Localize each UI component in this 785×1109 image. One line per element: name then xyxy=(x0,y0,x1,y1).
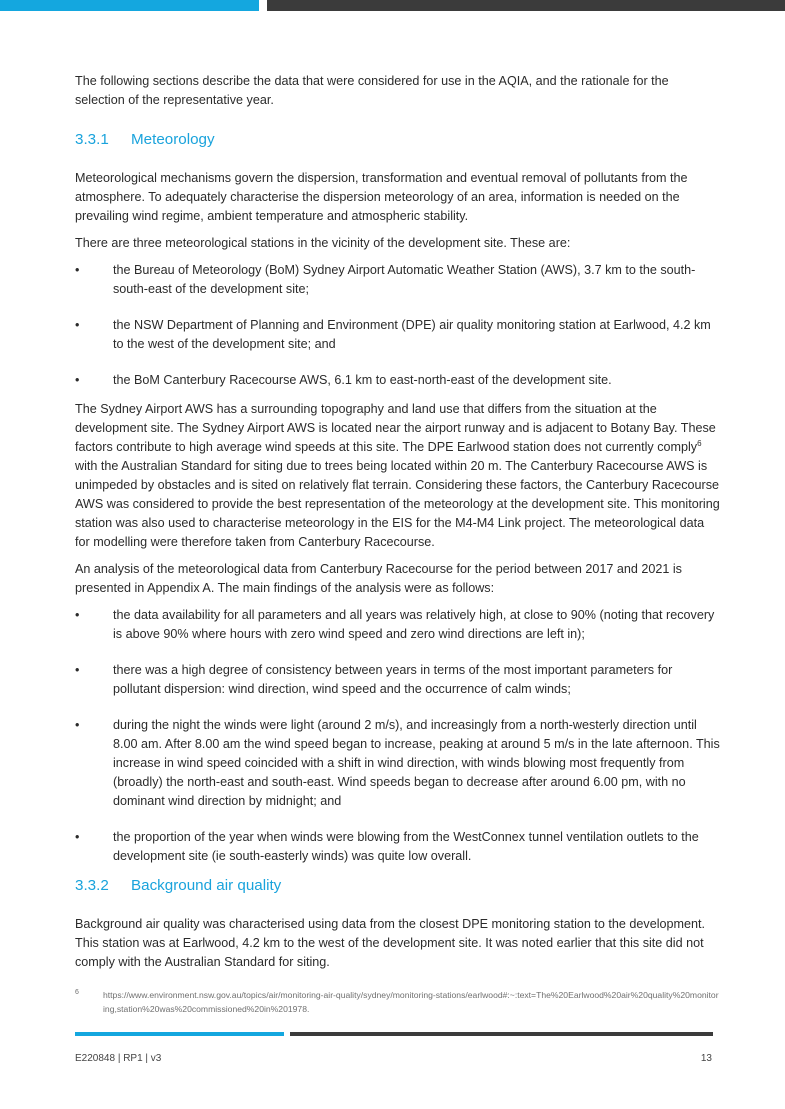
intro-paragraph: The following sections describe the data that were considered for use in the AQIA, and the rationale for the selection of the representative year. xyxy=(75,74,669,107)
bullet-icon: • xyxy=(75,263,80,277)
footnote-reference[interactable]: 6 xyxy=(697,438,702,448)
meteorology-paragraph-4: An analysis of the meteorological data from Canterbury Racecourse for the period between 2017 and 2021 is presented in Appendix A. The main findings of the analysis were as follows: xyxy=(75,562,682,595)
background-air-quality-paragraph: Background air quality was characterised using data from the closest DPE monitoring station to the development. This station was at Earlwood, 4.2 km to the west of the development site. It was noted earlier that this site did not comply with the Australian Standard for siting. xyxy=(75,917,706,969)
bullet-icon: • xyxy=(75,718,80,732)
meteorology-paragraph-3: The Sydney Airport AWS has a surrounding topography and land use that differs from the situation at the development site. The Sydney Airport AWS is located near the airport runway and is adjacent to Botany Bay. These factors contribute to high average wind speeds at this site. The DPE Earlwood station does not currently comply$^6$ with the Australian Standard for siting due to trees being located within 20 m. The Canterbury Racecourse AWS is unimpeded by obstacles and is sited on relatively flat terrain. Considering these factors, the Canterbury Racecourse AWS was considered to provide the best representation of the meteorology at the development site. This monitoring station was also used to characterise meteorology in the EIS for the M4-M4 Link project. The meteorological data for modelling were therefore taken from Canterbury Racecourse. xyxy=(75,402,720,549)
footer-accent-bar xyxy=(75,1032,284,1036)
footer-dark-bar xyxy=(290,1032,713,1036)
stations-list xyxy=(75,261,720,390)
section-title: Meteorology xyxy=(131,131,215,148)
section-number: 3.3.2 xyxy=(75,877,109,894)
section-title: Background air quality xyxy=(131,877,282,894)
page-footer xyxy=(75,1052,712,1066)
section-heading-meteorology xyxy=(75,130,720,150)
page-body xyxy=(75,72,720,972)
bullet-icon: • xyxy=(75,318,80,332)
meteorology-paragraph-2: There are three meteorological stations in the vicinity of the development site. These are: xyxy=(75,236,571,250)
meteorology-paragraph-1: Meteorological mechanisms govern the dispersion, transformation and eventual removal of pollutants from the atmosphere. To adequately characterise the dispersion meteorology of an area, information is needed on the prevailing wind regime, ambient temperature and atmospheric stability. xyxy=(75,171,688,223)
header-accent-bar xyxy=(0,0,259,11)
document-reference: E220848 | RP1 | v3 xyxy=(75,1053,162,1064)
list-item: • the NSW Department of Planning and Environment (DPE) air quality monitoring station at Earlwood, 4.2 km to the west of the development site; and xyxy=(75,316,720,354)
list-item: • the Bureau of Meteorology (BoM) Sydney Airport Automatic Weather Station (AWS), 3.7 km to the south-south-east of the development site; xyxy=(75,261,720,299)
page-number: 13 xyxy=(700,1053,712,1064)
bullet-icon: • xyxy=(75,663,80,677)
bullet-icon: • xyxy=(75,830,80,844)
bullet-icon: • xyxy=(75,608,80,622)
footnote-link[interactable]: https://www.environment.nsw.gov.au/topics/air/monitoring-air-quality/sydney/monitoring-stations/earlwood#:~:text=The%20Earlwood%20air%20quality%20monitoring,station%20was%20commissioned%20in%201978. xyxy=(103,990,719,1014)
list-item: • the proportion of the year when winds were blowing from the WestConnex tunnel ventilation outlets to the development site (ie south-easterly winds) was quite low overall. xyxy=(75,828,720,866)
footnote-number: 6 xyxy=(75,989,79,996)
list-item: • during the night the winds were light (around 2 m/s), and increasingly from a north-westerly direction until 8.00 am. After 8.00 am the wind speed began to increase, peaking at around 5 m/s in the late afternoon. This increase in wind speed coincided with a shift in wind direction, with winds blowing most frequently from (broadly) the north-east and south-east. Wind speeds began to decrease after around 6.00 pm, with no dominant wind direction by midnight; and xyxy=(75,716,720,811)
bullet-icon: • xyxy=(75,373,80,387)
section-number: 3.3.1 xyxy=(75,131,109,148)
footnote xyxy=(75,988,720,1016)
findings-list xyxy=(75,606,720,866)
list-item: • there was a high degree of consistency between years in terms of the most important parameters for pollutant dispersion: wind direction, wind speed and the occurrence of calm winds; xyxy=(75,661,720,699)
section-heading-background-air-quality xyxy=(75,876,720,896)
header-dark-bar xyxy=(267,0,785,11)
list-item: • the BoM Canterbury Racecourse AWS, 6.1 km to east-north-east of the development site. xyxy=(75,371,720,390)
list-item: • the data availability for all parameters and all years was relatively high, at close to 90% (noting that recovery is above 90% where hours with zero wind speed and zero wind directions are left in); xyxy=(75,606,720,644)
